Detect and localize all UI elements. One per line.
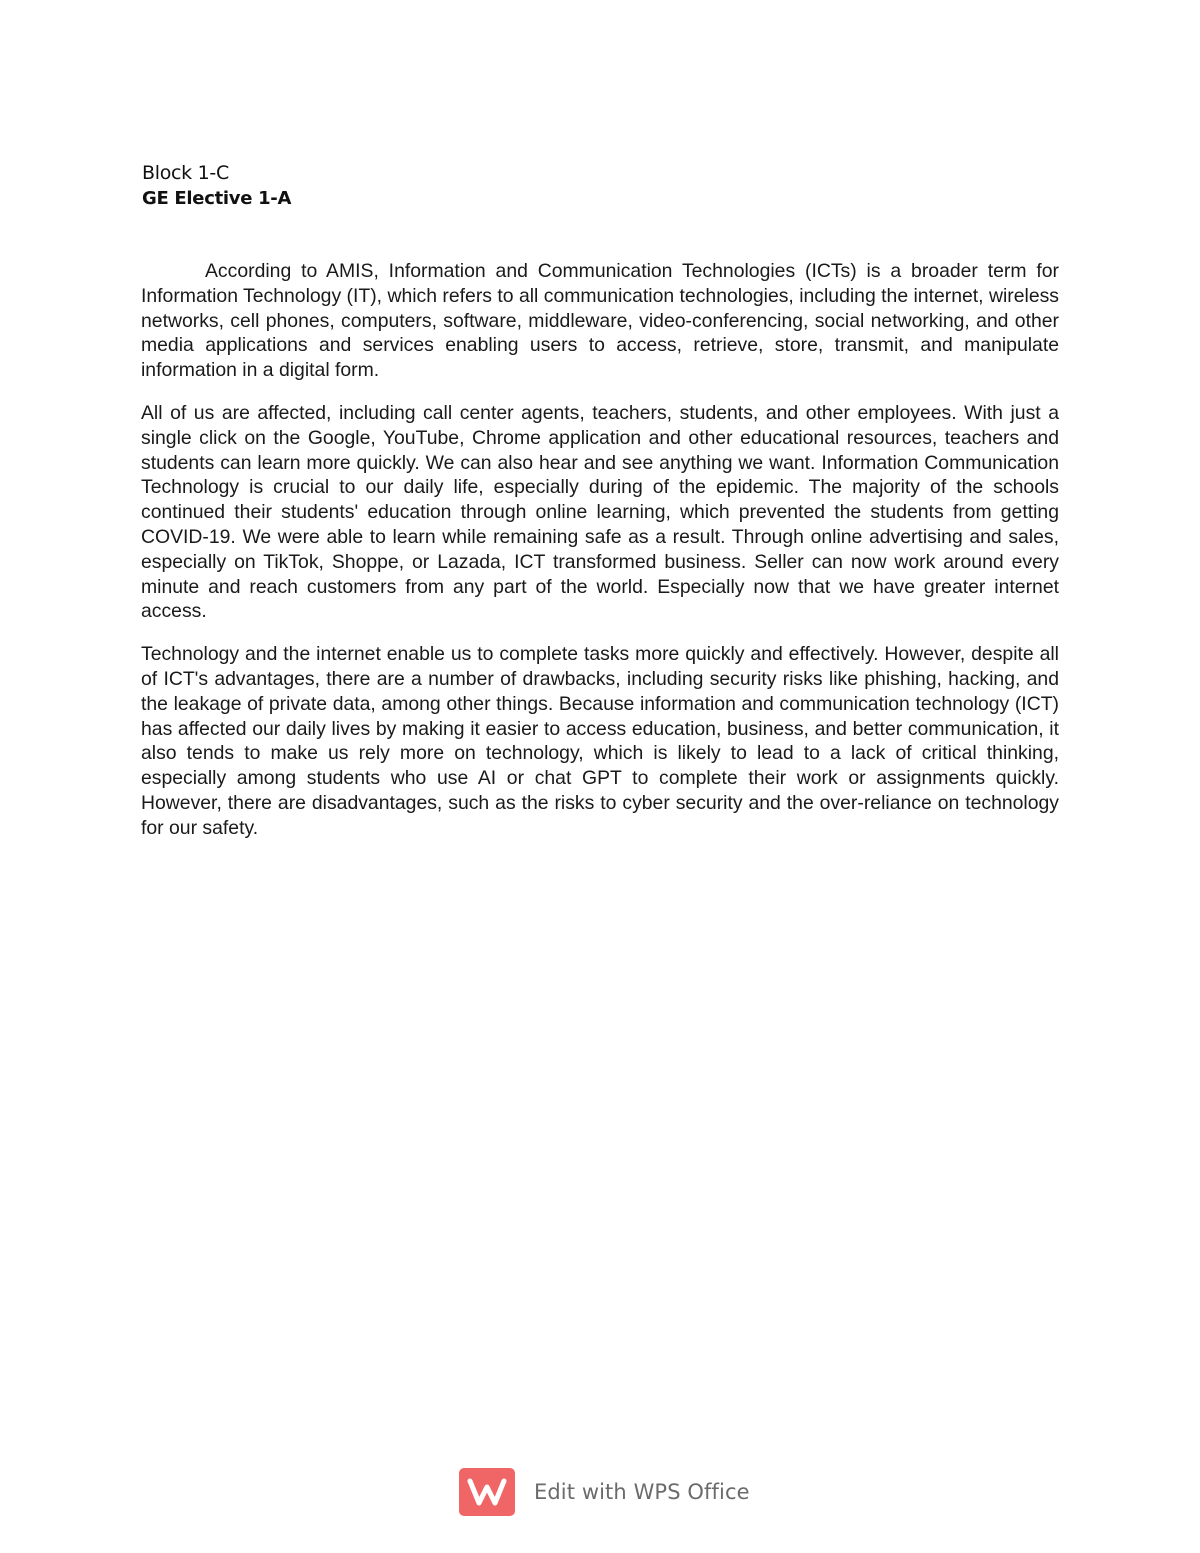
paragraph-drawbacks: Technology and the internet enable us to complete tasks more quickly and effectively. However, despite all of ICT's advantages, there are a number of drawbacks, including security risks like phishing, hacking, and the leakage of private data, among other things. Because information and communication technology (ICT) has affected our daily lives by making it easier to access education, business, and better communication, it also tends to make us rely more on technology, which is likely to lead to a lack of critical thinking, especially among students who use AI or chat GPT to complete their work or assignments quickly. However, there are disadvantages, such as the risks to cyber security and the over-reliance on technology for our safety.	[141, 643, 1059, 839]
edit-with-wps-badge[interactable]	[459, 1468, 750, 1516]
edit-with-wps-label: Edit with WPS Office	[534, 1480, 750, 1504]
wps-office-logo-icon	[459, 1468, 515, 1516]
course-label: GE Elective 1-A	[142, 188, 292, 209]
paragraph-intro: According to AMIS, Information and Communication Technologies (ICTs) is a broader term for Information Technology (IT), which refers to all communication technologies, including the internet, wireless networks, cell phones, computers, software, middleware, video-conferencing, social networking, and other media applications and services enabling users to access, retrieve, store, transmit, and manipulate information in a digital form.	[141, 260, 1059, 382]
document-header	[142, 160, 291, 212]
paragraph-effects: All of us are affected, including call center agents, teachers, students, and other employees. With just a single click on the Google, YouTube, Chrome application and other educational resources, teachers and students can learn more quickly. We can also hear and see anything we want. Information Communication Technology is crucial to our daily life, especially during of the epidemic. The majority of the schools continued their students' education through online learning, which prevented the students from getting COVID-19. We were able to learn while remaining safe as a result. Through online advertising and sales, especially on TikTok, Shoppe, or Lazada, ICT transformed business. Seller can now work around every minute and reach customers from any part of the world. Especially now that we have greater internet access.	[141, 401, 1059, 623]
block-label: Block 1-C	[142, 162, 229, 184]
document-body	[141, 259, 1059, 859]
